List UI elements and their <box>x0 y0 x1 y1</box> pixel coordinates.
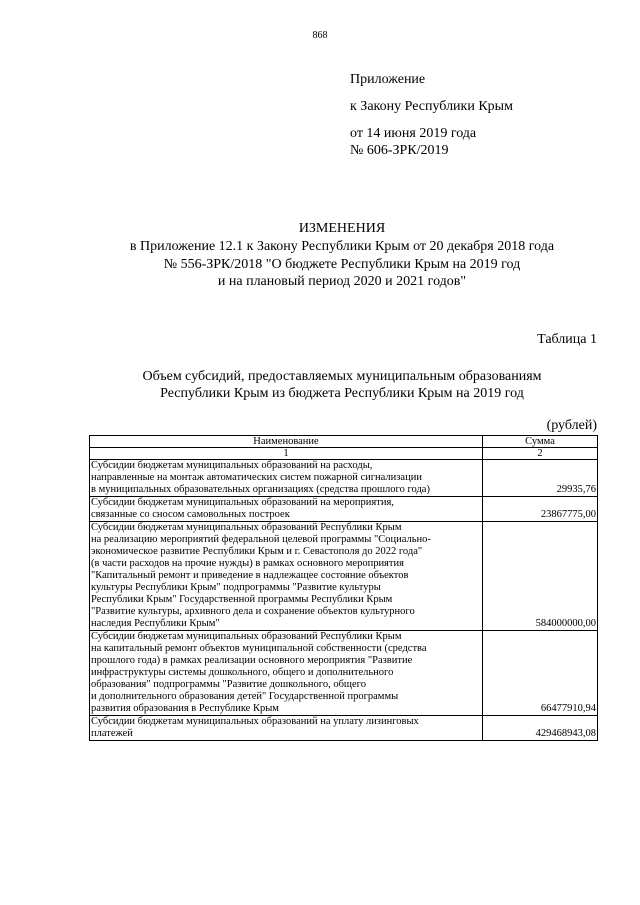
header-amount: Сумма <box>483 436 598 448</box>
table-label: Таблица 1 <box>537 332 597 347</box>
appendix-line-1: Приложение <box>350 72 426 87</box>
heading-title: ИЗМЕНЕНИЯ <box>298 221 386 236</box>
row-amount: 66477910,94 <box>483 631 598 716</box>
table-row <box>90 460 598 497</box>
column-number-row <box>90 448 598 460</box>
row-name: Субсидии бюджетам муниципальных образований Республики Крым на капитальный ремонт объектов муниципальной собственности (средства прошлого года) в рамках реализации основного мероприятия "Развитие инфраструктуры системы дошкольного, общего и дополнительного образования" подпрограммы "Развитие дошкольного, общего и дополнительного образования детей" Государственной программы развития образования в Республике Крым <box>90 631 483 716</box>
row-name: Субсидии бюджетам муниципальных образований на уплату лизинговых платежей <box>90 716 483 741</box>
header-row <box>90 436 598 448</box>
row-amount: 29935,76 <box>483 460 598 497</box>
table-row <box>90 631 598 716</box>
table-row <box>90 497 598 522</box>
appendix-line-4: № 606-ЗРК/2019 <box>350 143 449 158</box>
units-label: (рублей) <box>546 418 597 433</box>
subheading-line-2: Республики Крым из бюджета Республики Крым на 2019 год <box>160 386 524 401</box>
page-number: 868 <box>312 30 328 41</box>
row-name: Субсидии бюджетам муниципальных образований Республики Крым на реализацию мероприятий федеральной целевой программы "Социально- экономическое развитие Республики Крым и г. Севастополя до 2022 года" (в части расходов на прочие нужды) в рамках основного мероприятия "Капитальный ремонт и приведение в надлежащее состояние объектов культуры Республики Крым" подпрограммы "Развитие культуры Республики Крым" Государственной программы Республики Крым "Развитие культуры, архивного дела и сохранение объектов культурного наследия Республики Крым" <box>90 522 483 631</box>
heading-line-2: № 556-ЗРК/2018 "О бюджете Республики Крым на 2019 год <box>163 257 521 272</box>
row-amount: 429468943,08 <box>483 716 598 741</box>
table-row <box>90 522 598 631</box>
column-number-2: 2 <box>483 448 598 460</box>
header-name: Наименование <box>90 436 483 448</box>
row-name: Субсидии бюджетам муниципальных образований на расходы, направленные на монтаж автоматических систем пожарной сигнализации в муниципальных образовательных организациях (средства прошлого года) <box>90 460 483 497</box>
heading-line-1: в Приложение 12.1 к Закону Республики Крым от 20 декабря 2018 года <box>129 239 555 254</box>
appendix-line-3: от 14 июня 2019 года <box>350 126 477 141</box>
row-amount: 23867775,00 <box>483 497 598 522</box>
table-row <box>90 716 598 741</box>
column-number-1: 1 <box>90 448 483 460</box>
row-amount: 584000000,00 <box>483 522 598 631</box>
subsidies-table <box>89 435 598 741</box>
subheading-line-1: Объем субсидий, предоставляемых муниципальным образованиям <box>142 369 542 384</box>
heading-line-3: и на плановый период 2020 и 2021 годов" <box>217 274 467 289</box>
row-name: Субсидии бюджетам муниципальных образований на мероприятия, связанные со сносом самовольных построек <box>90 497 483 522</box>
appendix-line-2: к Закону Республики Крым <box>350 99 513 114</box>
